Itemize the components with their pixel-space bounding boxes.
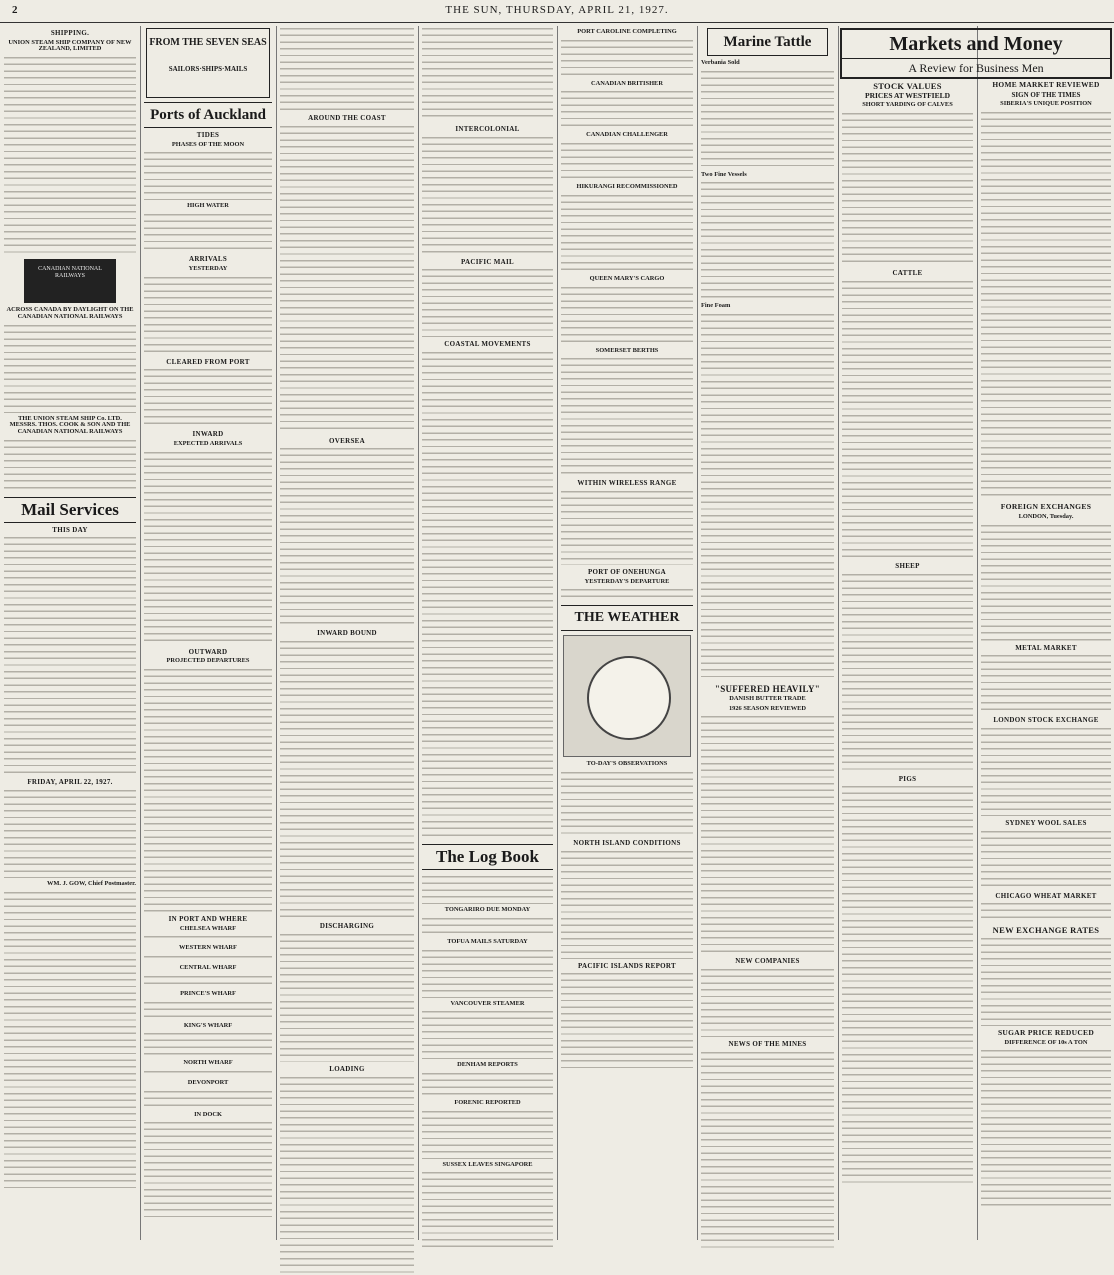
- text-block: [422, 916, 553, 936]
- metal-market-heading: METAL MARKET: [1015, 643, 1077, 652]
- seven-seas-title: FROM THE SEVEN SEAS: [149, 37, 267, 48]
- forenic-heading: FORENIC REPORTED: [454, 1098, 521, 1106]
- text-block: [144, 1120, 272, 1220]
- text-block: [422, 135, 553, 255]
- text-block: [981, 901, 1111, 923]
- cattle-heading: CATTLE: [892, 269, 923, 278]
- foreign-exchanges-heading: FOREIGN EXCHANGES: [1000, 502, 1092, 512]
- text-block: [701, 69, 834, 169]
- text-block: [842, 111, 973, 266]
- kings-heading: KING'S WHARF: [183, 1021, 233, 1029]
- ports-heading: Ports of Auckland: [144, 102, 272, 128]
- column-rule: [697, 26, 698, 1240]
- text-block: [422, 350, 553, 840]
- central-heading: CENTRAL WHARF: [179, 964, 237, 972]
- text-block: [701, 180, 834, 300]
- text-block: [422, 1071, 553, 1097]
- logbook-heading: The Log Book: [422, 844, 553, 870]
- text-block: [422, 1109, 553, 1159]
- tongariro-heading: TONGARIRO DUE MONDAY: [444, 906, 531, 914]
- column-ports: [144, 26, 272, 1240]
- text-block: [422, 948, 553, 998]
- inward-bound-heading: INWARD BOUND: [317, 629, 377, 638]
- text-block: [561, 489, 693, 565]
- difference-heading: DIFFERENCE OF 10s A TON: [1004, 1038, 1088, 1046]
- text-block: [981, 1048, 1111, 1208]
- text-block: [144, 1069, 272, 1077]
- north-island-heading: NORTH ISLAND CONDITIONS: [573, 839, 681, 848]
- danish-butter-heading: DANISH BUTTER TRADE: [729, 694, 806, 702]
- text-block: [422, 267, 553, 337]
- page-number: 2: [12, 4, 18, 16]
- column-rule: [977, 26, 978, 1240]
- text-block: [4, 323, 136, 413]
- london-dateline: LONDON, Tuesday.: [1018, 512, 1074, 520]
- text-block: [701, 967, 834, 1037]
- verbania-heading: Verbania Sold: [701, 59, 740, 66]
- north-heading: NORTH WHARF: [183, 1059, 233, 1067]
- text-block: [4, 55, 136, 255]
- home-market-heading: HOME MARKET REVIEWED: [992, 80, 1100, 89]
- column-coast: [280, 26, 414, 1240]
- text-block: [981, 653, 1111, 713]
- vancouver-heading: VANCOUVER STEAMER: [450, 999, 525, 1007]
- text-block: [981, 110, 1111, 500]
- text-block: [280, 1075, 414, 1275]
- hikurangi-heading: HIKURANGI RECOMMISSIONED: [576, 183, 678, 191]
- text-block: [561, 971, 693, 1071]
- column-intercolonial: [422, 26, 553, 1240]
- barometer-dial: [587, 656, 671, 740]
- coastal-heading: COASTAL MOVEMENTS: [444, 340, 531, 349]
- text-block: [144, 1000, 272, 1020]
- friday-heading: FRIDAY, APRIL 22, 1927.: [27, 778, 113, 787]
- text-block: [561, 141, 693, 181]
- column-rule: [418, 26, 419, 1240]
- weather-table: [561, 849, 693, 959]
- text-block: [701, 714, 834, 954]
- text-block: [4, 535, 136, 775]
- chelsea-heading: CHELSEA WHARF: [179, 924, 237, 932]
- markets-review-subheading: A Review for Business Men: [842, 58, 1110, 77]
- text-block: [144, 667, 272, 912]
- column-marine-tattle: [701, 26, 834, 1240]
- text-block: [144, 974, 272, 988]
- text-block: [561, 285, 693, 345]
- text-block: [842, 784, 973, 1184]
- sussex-heading: SUSSEX LEAVES SINGAPORE: [442, 1160, 533, 1168]
- inward-heading: INWARD: [192, 430, 224, 439]
- stock-values-heading: STOCK VALUES: [873, 81, 942, 91]
- column-shipping: [4, 26, 136, 1240]
- canadian-challenger-heading: CANADIAN CHALLENGER: [586, 131, 668, 139]
- fine-foam-heading: Fine Foam: [701, 302, 731, 310]
- yesterday-heading: YESTERDAY: [188, 264, 228, 272]
- text-block: [842, 279, 973, 559]
- sugar-heading: SUGAR PRICE REDUCED: [997, 1028, 1095, 1038]
- pacific-mail-heading: PACIFIC MAIL: [460, 257, 515, 266]
- arrivals-heading: ARRIVALS: [188, 255, 228, 264]
- text-block: [280, 639, 414, 919]
- text-block: [981, 829, 1111, 889]
- text-block: [842, 572, 973, 772]
- text-block: [280, 124, 414, 434]
- outward-heading: OUTWARD: [188, 647, 228, 656]
- text-block: [280, 932, 414, 1062]
- mines-heading: NEWS OF THE MINES: [728, 1039, 807, 1048]
- text-block: [280, 446, 414, 626]
- shipping-heading: SHIPPING.: [50, 29, 90, 37]
- pacific-islands-heading: PACIFIC ISLANDS REPORT: [577, 961, 676, 970]
- column-rule: [557, 26, 558, 1240]
- text-block: [4, 890, 136, 1190]
- new-companies-heading: NEW COMPANIES: [735, 957, 800, 966]
- exchange-table: [981, 523, 1111, 641]
- column-rule: [838, 26, 839, 1240]
- text-block: [561, 89, 693, 129]
- western-heading: WESTERN WHARF: [179, 944, 237, 952]
- weather-heading: THE WEATHER: [561, 605, 693, 631]
- across-canada-ad: ACROSS CANADA BY DAYLIGHT ON THE CANADIAN NATIONAL RAILWAYS: [6, 306, 134, 320]
- text-block: [561, 770, 693, 836]
- onehunga-heading: PORT OF ONEHUNGA: [587, 567, 667, 576]
- chicago-wheat-heading: CHICAGO WHEAT MARKET: [995, 891, 1097, 900]
- newspaper-title: THE SUN, THURSDAY, APRIL 21, 1927.: [445, 4, 669, 16]
- season-heading: 1926 SEASON REVIEWED: [728, 704, 807, 712]
- text-block: [4, 438, 136, 493]
- text-block: [280, 26, 414, 111]
- sydney-wool-heading: SYDNEY WOOL SALES: [1005, 818, 1087, 827]
- markets-money-banner: [840, 28, 1112, 79]
- text-block: [981, 726, 1111, 816]
- port-caroline-heading: PORT CAROLINE COMPLETING: [577, 28, 677, 35]
- text-block: [144, 1031, 272, 1057]
- text-block: [144, 450, 272, 645]
- text-block: [981, 936, 1111, 1026]
- postmaster-signature: WM. J. GOW, Chief Postmaster.: [47, 880, 136, 888]
- canadian-britisher-heading: CANADIAN BRITISHER: [591, 79, 663, 87]
- seven-seas-banner: [146, 28, 270, 98]
- sheep-heading: SHEEP: [895, 561, 920, 570]
- text-block: [701, 1050, 834, 1250]
- seven-seas-subtitle: SAILORS·SHIPS·MAILS: [168, 65, 248, 73]
- suffered-heavily-heading: "SUFFERED HEAVILY": [714, 684, 821, 695]
- short-yarding-heading: SHORT YARDING OF CALVES: [862, 101, 953, 109]
- text-block: [561, 356, 693, 476]
- text-block: [422, 1009, 553, 1059]
- oversea-heading: OVERSEA: [329, 436, 365, 445]
- mail-services-heading: Mail Services: [4, 497, 136, 523]
- projected-departures-heading: PROJECTED DEPARTURES: [166, 657, 250, 665]
- column-home-market: [981, 78, 1111, 1240]
- text-block: [561, 38, 693, 78]
- siberias-heading: SIBERIA'S UNIQUE POSITION: [1000, 100, 1092, 108]
- intercolonial-heading: INTERCOLONIAL: [455, 125, 520, 133]
- somerset-heading: SOMERSET BERTHS: [595, 346, 659, 354]
- loading-heading: LOADING: [329, 1064, 365, 1073]
- text-block: [144, 212, 272, 252]
- barometer-illustration: [563, 635, 691, 757]
- discharging-heading: DISCHARGING: [319, 922, 375, 931]
- london-stock-heading: LONDON STOCK EXCHANGE: [993, 716, 1099, 725]
- column-rule: [140, 26, 141, 1240]
- marine-tattle-heading: Marine Tattle: [707, 28, 828, 56]
- in-dock-heading: IN DOCK: [194, 1110, 222, 1118]
- high-water-heading: HIGH WATER: [187, 202, 229, 210]
- around-coast-heading: AROUND THE COAST: [308, 114, 386, 122]
- tofua-heading: TOFUA MAILS SATURDAY: [447, 937, 528, 945]
- text-block: [561, 587, 693, 601]
- railway-logo: CANADIAN NATIONAL RAILWAYS: [24, 259, 116, 303]
- two-fine-heading: Two Fine Vessels: [701, 170, 747, 178]
- sign-times-heading: SIGN OF THE TIMES: [1011, 90, 1081, 99]
- observations-heading: TO-DAY'S OBSERVATIONS: [586, 760, 668, 768]
- text-block: [144, 1089, 272, 1109]
- text-block: [144, 367, 272, 427]
- text-block: [422, 874, 553, 904]
- column-rule: [276, 26, 277, 1240]
- in-port-heading: IN PORT AND WHERE: [168, 915, 248, 924]
- union-ad: UNION STEAM SHIP COMPANY OF NEW ZEALAND, LIMITED: [8, 38, 132, 53]
- text-block: [144, 150, 272, 200]
- new-exchange-heading: NEW EXCHANGE RATES: [992, 925, 1100, 936]
- text-block: [144, 934, 272, 942]
- yesterday-departure-heading: YESTERDAY'S DEPARTURE: [584, 577, 670, 585]
- text-block: [144, 275, 272, 355]
- text-block: [422, 1170, 553, 1250]
- text-block: [4, 788, 136, 878]
- pigs-heading: PIGS: [898, 774, 917, 783]
- markets-money-heading: Markets and Money: [889, 33, 1063, 55]
- devonport-heading: DEVONPORT: [187, 1078, 229, 1086]
- column-port-news: [561, 26, 693, 1240]
- text-block: [561, 193, 693, 273]
- westfield-heading: PRICES AT WESTFIELD: [864, 90, 951, 100]
- denham-heading: DENHAM REPORTS: [457, 1061, 518, 1069]
- princes-heading: PRINCE'S WHARF: [180, 989, 236, 997]
- wireless-heading: WITHIN WIRELESS RANGE: [577, 479, 677, 488]
- masthead: [0, 0, 1114, 23]
- text-block: [701, 312, 834, 682]
- this-day-heading: THIS DAY: [52, 525, 88, 534]
- cook-ad: THE UNION STEAM SHIP Co. LTD. MESSRS. THOS. COOK & SON AND THE CANADIAN NATIONAL RAILWAYS: [9, 414, 131, 435]
- text-block: [422, 26, 553, 122]
- text-block: [144, 954, 272, 962]
- cleared-heading: CLEARED FROM PORT: [166, 357, 250, 366]
- moon-heading: PHASES OF THE MOON: [171, 140, 245, 148]
- cargo-heading: QUEEN MARY'S CARGO: [589, 274, 665, 282]
- expected-arrivals-heading: EXPECTED ARRIVALS: [173, 439, 243, 447]
- tides-heading: TIDES: [196, 131, 220, 139]
